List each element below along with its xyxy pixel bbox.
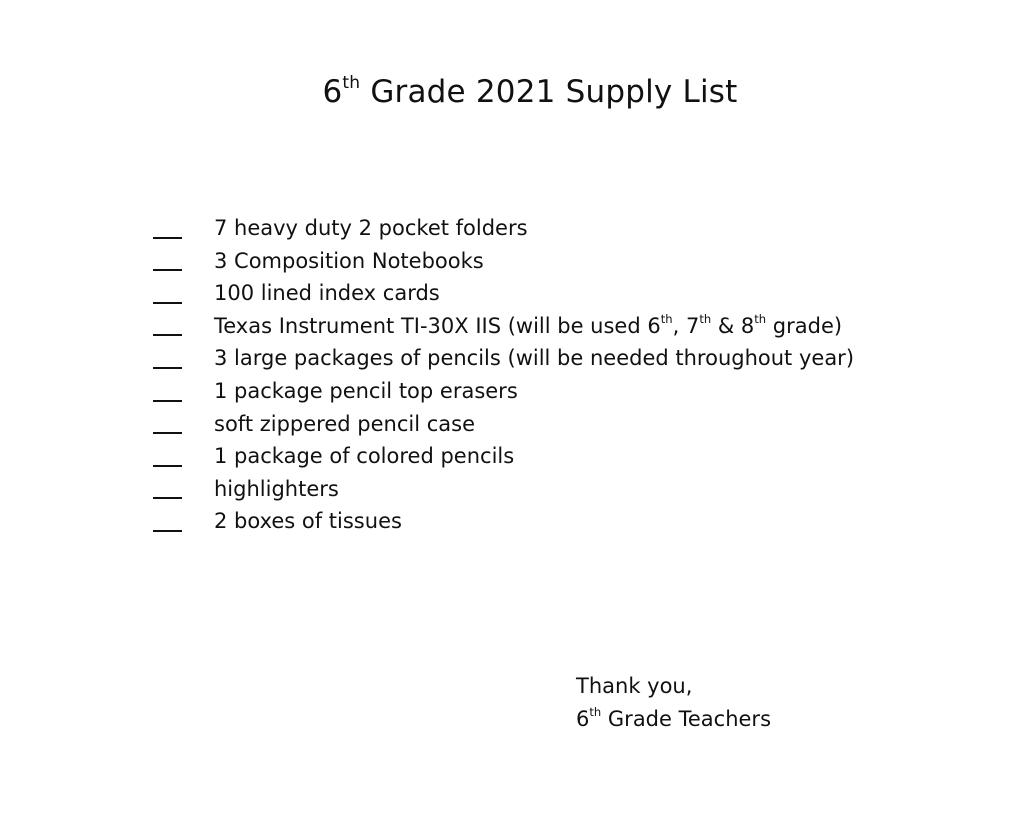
item-text: 1 package of colored pencils <box>214 444 515 469</box>
checkbox-blank <box>152 375 182 408</box>
checkbox-blank <box>152 212 182 245</box>
checkbox-blank <box>152 277 182 310</box>
superscript: th <box>754 312 767 327</box>
item-text: 3 large packages of pencils (will be needed throughout year) <box>214 346 855 371</box>
signature-superscript: th <box>589 704 602 719</box>
checkbox-blank <box>152 473 182 506</box>
item-text-part: & 8 <box>711 313 755 338</box>
item-text: 2 boxes of tissues <box>214 509 402 534</box>
checkbox-blank <box>152 440 182 473</box>
list-item <box>152 505 912 538</box>
list-item <box>152 408 912 441</box>
item-text-part: grade) <box>766 313 843 338</box>
item-text-part: , 7 <box>672 313 700 338</box>
item-text: 1 package pencil top erasers <box>214 378 518 403</box>
page-title <box>0 74 1024 110</box>
signature-prefix: 6 <box>576 706 590 731</box>
closing-signature <box>576 670 771 735</box>
superscript: th <box>699 312 712 327</box>
item-text-part: Texas Instrument TI-30X IIS (will be used 6 <box>214 313 661 338</box>
list-item <box>152 245 912 278</box>
list-item <box>152 277 912 310</box>
checkbox-blank <box>152 505 182 538</box>
checkbox-blank <box>152 310 182 343</box>
list-item <box>152 473 912 506</box>
list-item <box>152 375 912 408</box>
item-text: 7 heavy duty 2 pocket folders <box>214 216 528 240</box>
list-item <box>152 310 912 343</box>
checkbox-blank <box>152 342 182 375</box>
list-item <box>152 440 912 473</box>
list-item <box>152 342 912 375</box>
closing-signature-line <box>576 703 771 736</box>
superscript: th <box>660 312 673 327</box>
item-text-calculator <box>214 310 912 343</box>
closing-thanks: Thank you, <box>576 674 693 698</box>
title-prefix: 6 <box>322 74 343 110</box>
checkbox-blank <box>152 245 182 278</box>
item-text: highlighters <box>214 476 339 501</box>
signature-rest: Grade Teachers <box>601 706 772 731</box>
checkbox-blank <box>152 408 182 441</box>
item-text: 3 Composition Notebooks <box>214 248 484 273</box>
title-superscript: th <box>342 73 361 94</box>
item-text: 100 lined index cards <box>214 281 440 306</box>
list-item <box>152 212 912 245</box>
supply-list <box>152 212 912 538</box>
item-text: soft zippered pencil case <box>214 411 475 436</box>
title-rest: Grade 2021 Supply List <box>360 74 738 110</box>
